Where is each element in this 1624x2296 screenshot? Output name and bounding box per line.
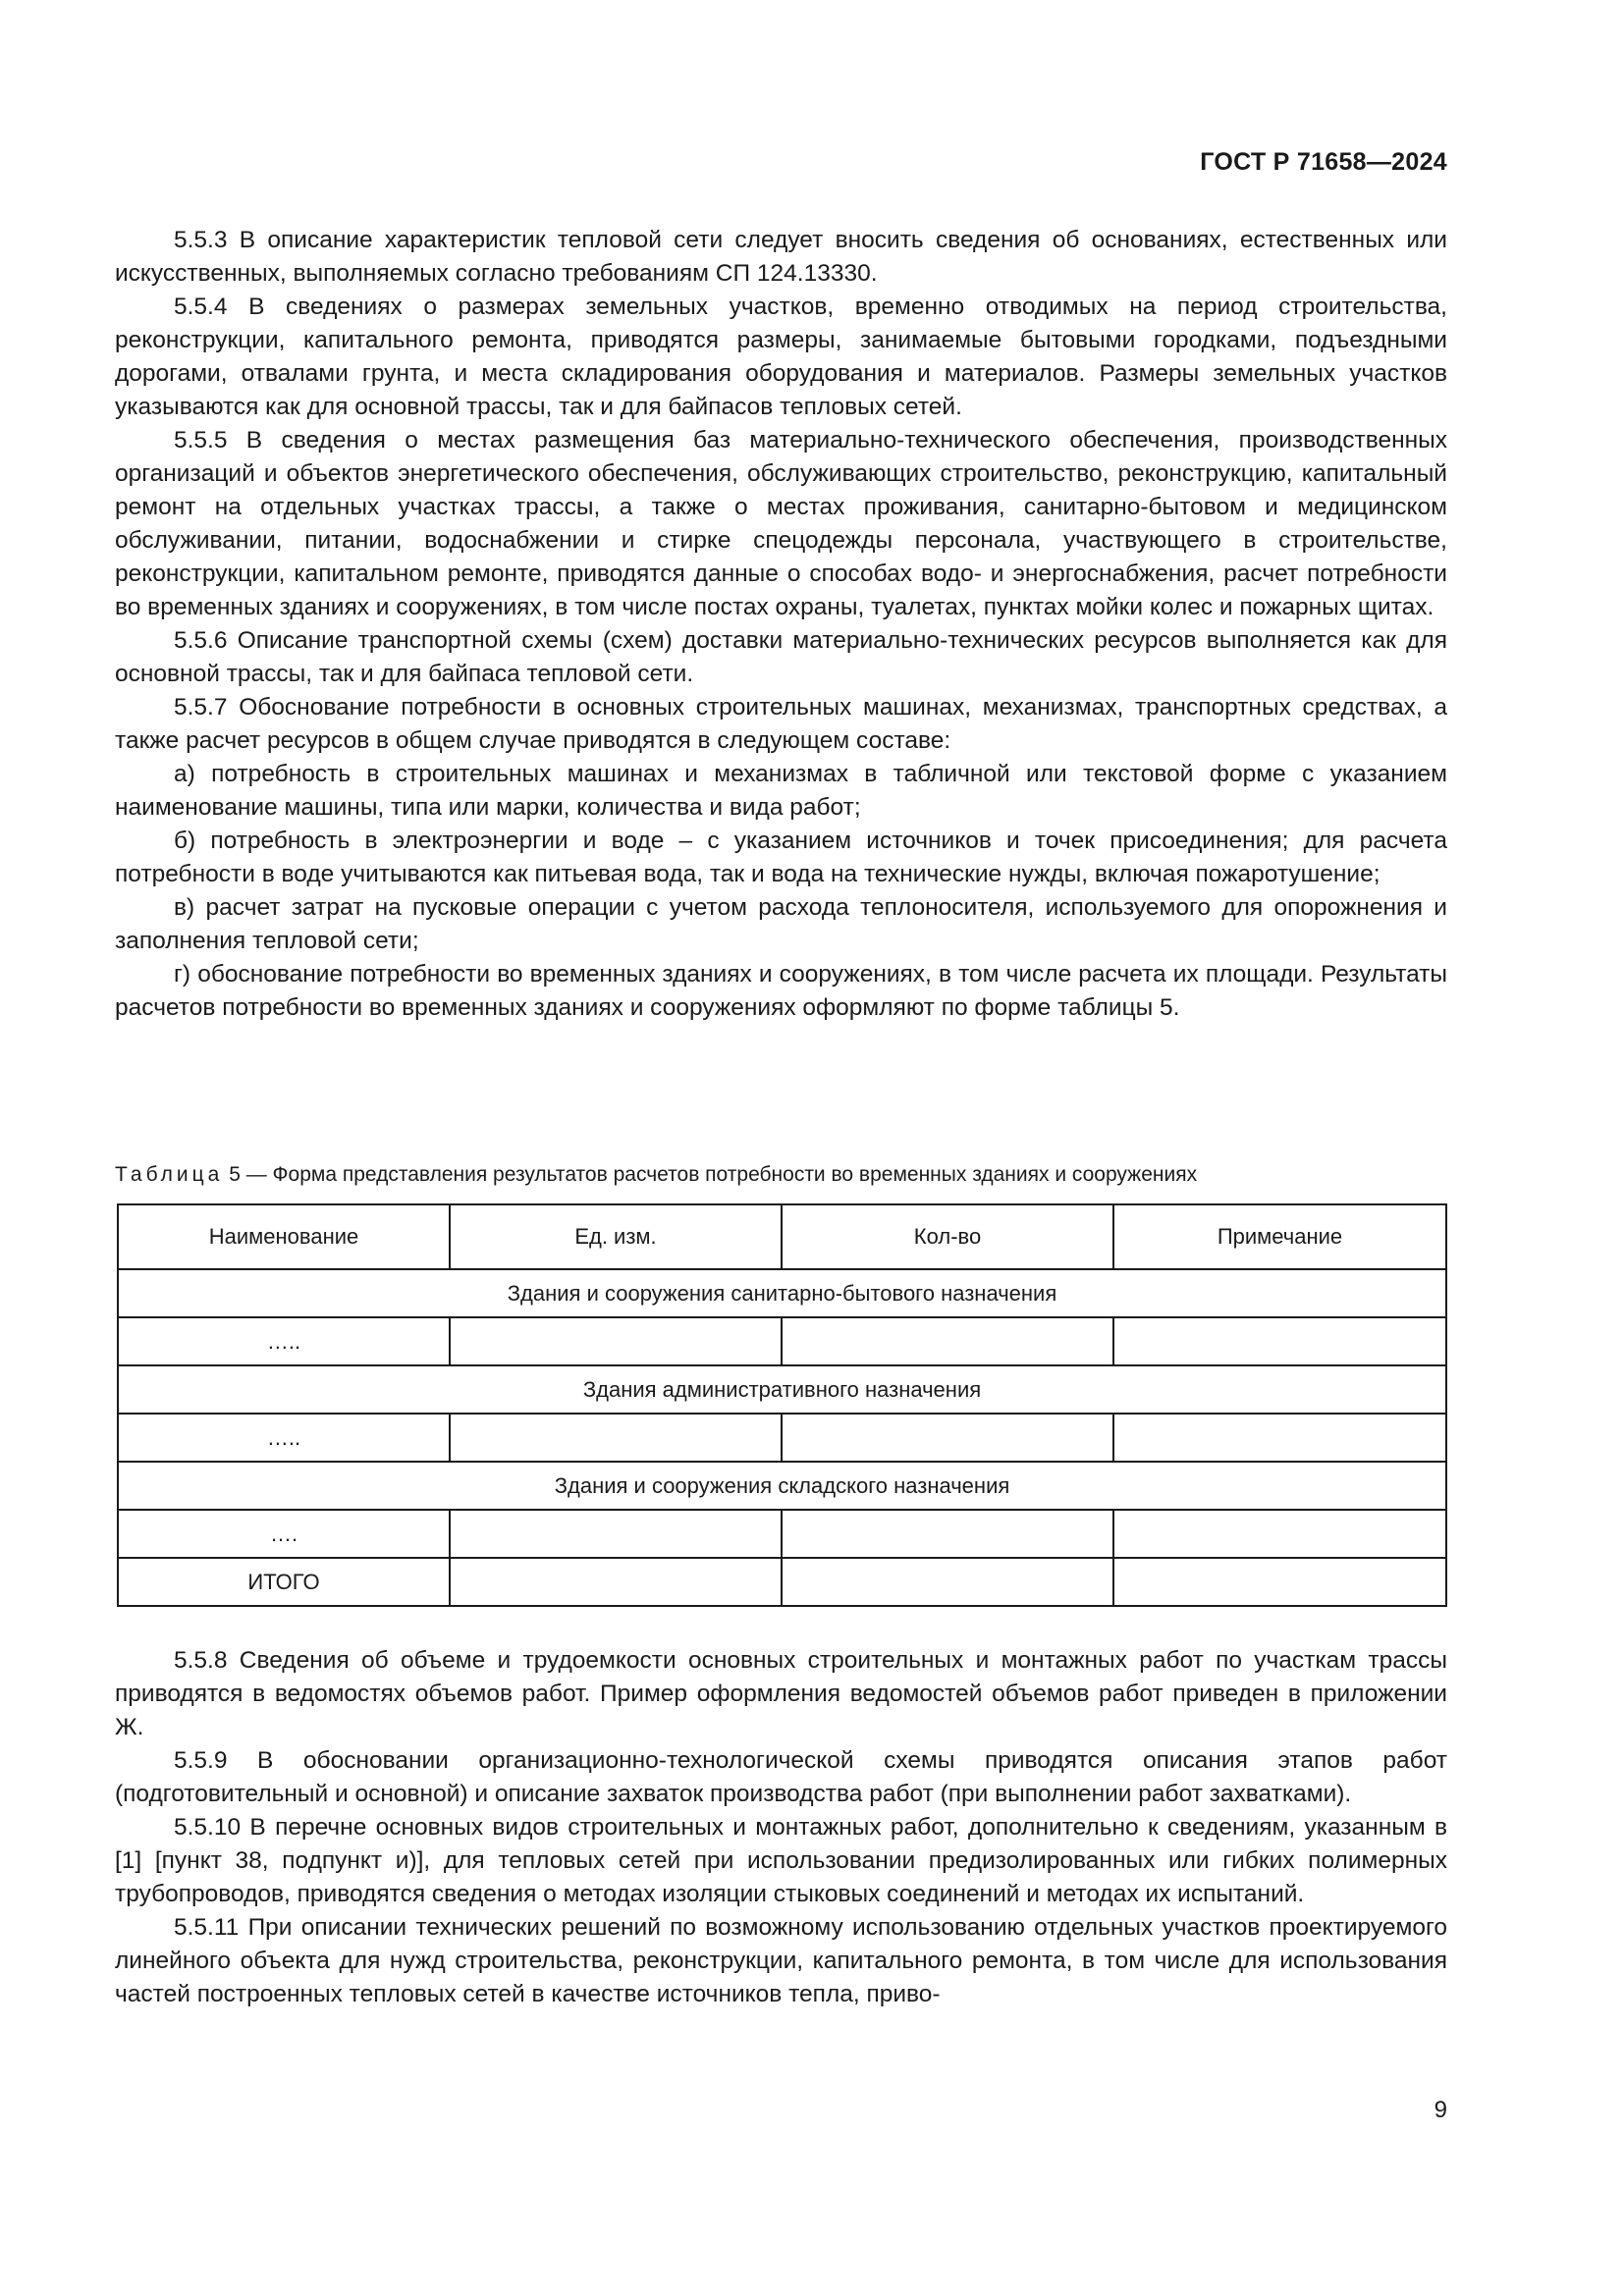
- paragraph-5-5-6: 5.5.6 Описание транспортной схемы (схем) доставки материально-технических ресурсов выполняется как для основной трассы, так и для байпаса тепловой сети.: [115, 627, 1447, 687]
- row-placeholder: …..: [118, 1317, 450, 1365]
- table-cell: [1113, 1317, 1446, 1365]
- table-cell: [782, 1317, 1113, 1365]
- table-caption-text: — Форма представления результатов расчетов потребности во временных зданиях и сооружениях: [245, 1163, 1198, 1186]
- header-name: Наименование: [118, 1204, 450, 1269]
- table-section-row: [118, 1462, 1446, 1510]
- header-quantity: Кол-во: [782, 1204, 1113, 1269]
- table-caption: [115, 1160, 1447, 1190]
- header-unit: Ед. изм.: [450, 1204, 782, 1269]
- row-placeholder: ….: [118, 1510, 450, 1558]
- section-sanitary: Здания и сооружения санитарно-бытового назначения: [118, 1269, 1446, 1317]
- table-row: [118, 1510, 1446, 1558]
- table-cell: [782, 1558, 1113, 1606]
- table-total-row: [118, 1558, 1446, 1606]
- table-caption-number: 5: [229, 1163, 241, 1186]
- form-table: [117, 1203, 1447, 1607]
- table-row: [118, 1414, 1446, 1462]
- page-number: 9: [1434, 2097, 1447, 2123]
- table-cell: [782, 1510, 1113, 1558]
- row-placeholder: …..: [118, 1414, 450, 1462]
- paragraph-5-5-7: 5.5.7 Обоснование потребности в основных строительных машинах, механизмах, транспортных средствах, а также расчет ресурсов в общем случае приводятся в следующем составе:: [115, 694, 1447, 754]
- table-section-row: [118, 1269, 1446, 1317]
- document-header: ГОСТ Р 71658—2024: [1200, 148, 1447, 176]
- table-cell: [450, 1558, 782, 1606]
- top-text-block: [115, 224, 1447, 1025]
- header-note: Примечание: [1113, 1204, 1446, 1269]
- section-storage: Здания и сооружения складского назначения: [118, 1462, 1446, 1510]
- table-header-row: [118, 1204, 1446, 1269]
- section-administrative: Здания административного назначения: [118, 1365, 1446, 1414]
- table-cell: [450, 1414, 782, 1462]
- list-item-b: б) потребность в электроэнергии и воде – с указанием источников и точек присоединения; для расчета потребности в воде учитываются как питьевая вода, так и вода на технические нужды, включая пожаротушение;: [115, 828, 1447, 887]
- table-cell: [1113, 1510, 1446, 1558]
- paragraph-5-5-8: 5.5.8 Сведения об объеме и трудоемкости основных строительных и монтажных работ по участкам трассы приводятся в ведомостях объемов работ. Пример оформления ведомостей объемов работ приведен в приложении Ж.: [115, 1647, 1447, 1740]
- table-section-row: [118, 1365, 1446, 1414]
- table-cell: [450, 1317, 782, 1365]
- paragraph-5-5-5: 5.5.5 В сведения о местах размещения баз материально-технического обеспечения, производственных организаций и объектов энергетического обеспечения, обслуживающих строительство, реконструкцию, капитальный ремонт на отдельных участках трассы, а также о местах проживания, санитарно-бытовом и медицинском обслуживании, питании, водоснабжении и стирке спецодежды персонала, участвующего в строительстве, реконструкции, капитальном ремонте, приводятся данные о способах водо- и энергоснабжения, расчет потребности во временных зданиях и сооружениях, в том числе постах охраны, туалетах, пунктах мойки колес и пожарных щитах.: [115, 427, 1447, 620]
- paragraph-5-5-9: 5.5.9 В обосновании организационно-технологической схемы приводятся описания этапов работ (подготовительный и основной) и описание захваток производства работ (при выполнении работ захватками).: [115, 1747, 1447, 1807]
- table-row: [118, 1317, 1446, 1365]
- list-item-v: в) расчет затрат на пусковые операции с учетом расхода теплоносителя, используемого для опорожнения и заполнения тепловой сети;: [115, 894, 1447, 954]
- table-caption-label: Таблица: [115, 1163, 224, 1186]
- table-cell: [1113, 1414, 1446, 1462]
- table-cell: [450, 1510, 782, 1558]
- table-cell: [782, 1414, 1113, 1462]
- paragraph-5-5-10: 5.5.10 В перечне основных видов строительных и монтажных работ, дополнительно к сведениям, указанным в [1] [пункт 38, подпункт и)], для тепловых сетей при использовании предизолированных или гибких полимерных трубопроводов, приводятся сведения о методах изоляции стыковых соединений и методах их испытаний.: [115, 1814, 1447, 1907]
- list-item-g: г) обоснование потребности во временных зданиях и сооружениях, в том числе расчета их площади. Результаты расчетов потребности во временных зданиях и сооружениях оформляют по форме таблицы 5.: [115, 961, 1447, 1021]
- bottom-text-block: [115, 1644, 1447, 2011]
- table-cell: [1113, 1558, 1446, 1606]
- paragraph-5-5-11: 5.5.11 При описании технических решений по возможному использованию отдельных участков проектируемого линейного объекта для нужд строительства, реконструкции, капитального ремонта, в том числе для использования частей построенных тепловых сетей в качестве источников тепла, приво-: [115, 1914, 1447, 2007]
- total-label: ИТОГО: [118, 1558, 450, 1606]
- paragraph-5-5-4: 5.5.4 В сведениях о размерах земельных участков, временно отводимых на период строительства, реконструкции, капитального ремонта, приводятся размеры, занимаемые бытовыми городками, подъездными дорогами, отвалами грунта, и места складирования оборудования и материалов. Размеры земельных участков указываются как для основной трассы, так и для байпасов тепловых сетей.: [115, 294, 1447, 420]
- paragraph-5-5-3: 5.5.3 В описание характеристик тепловой сети следует вносить сведения об основаниях, естественных или искусственных, выполняемых согласно требованиям СП 124.13330.: [115, 227, 1447, 287]
- list-item-a: а) потребность в строительных машинах и механизмах в табличной или текстовой форме с указанием наименование машины, типа или марки, количества и вида работ;: [115, 761, 1447, 821]
